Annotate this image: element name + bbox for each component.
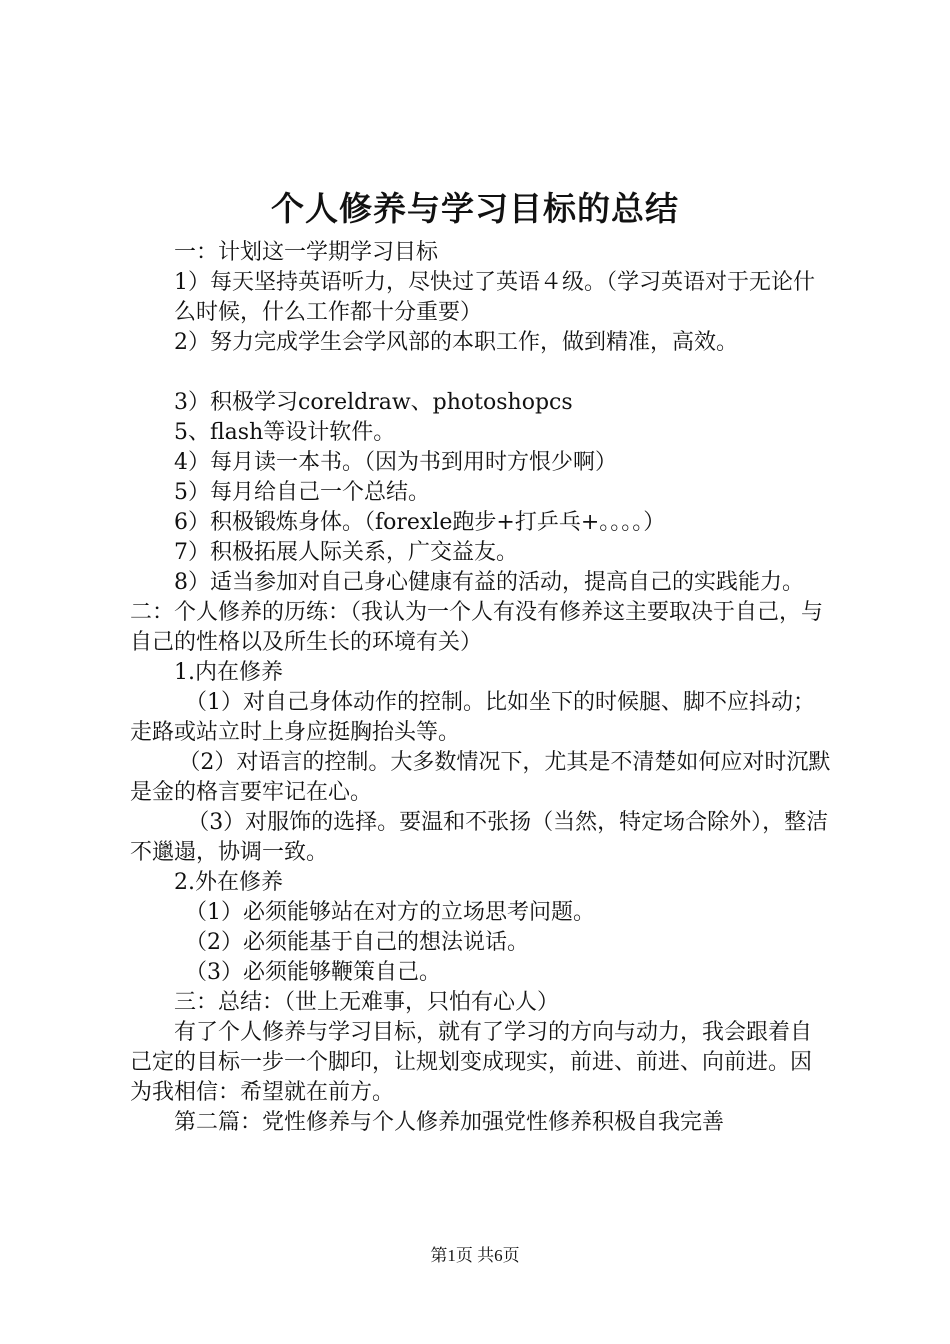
goal-6: 6）积极锻炼身体。（forexle跑步+打乒乓+。。。。） bbox=[174, 510, 666, 535]
document-title: 个人修养与学习目标的总结 bbox=[271, 189, 679, 228]
goal-1: 1）每天坚持英语听力，尽快过了英语４级。（学习英语对于无论什 bbox=[174, 270, 815, 295]
outer-item-2: （2）必须能基于自己的想法说话。 bbox=[185, 930, 529, 955]
outer-item-3: （3）必须能够鞭策自己。 bbox=[185, 960, 441, 985]
goal-3-continued: 5、flash等设计软件。 bbox=[174, 420, 396, 445]
summary-paragraph: 有了个人修养与学习目标，就有了学习的方向与动力，我会跟着自己定的目标一步一个脚印，让规划变成现实，前进、前进、向前进。因为我相信：希望就在前方。 bbox=[130, 1020, 813, 1105]
outer-item-1: （1）必须能够站在对方的立场思考问题。 bbox=[185, 900, 595, 925]
goal-5: 5）每月给自己一个总结。 bbox=[174, 480, 430, 505]
inner-item-1: （1）对自己身体动作的控制。比如坐下的时候腿、脚不应抖动；走路或站立时上身应挺胸抬头等。 bbox=[130, 690, 815, 745]
goal-7: 7）积极拓展人际关系，广交益友。 bbox=[174, 540, 518, 565]
next-article-heading: 第二篇：党性修养与个人修养加强党性修养积极自我完善 bbox=[174, 1110, 725, 1135]
page-footer: 第1页 共6页 bbox=[430, 1246, 520, 1265]
document-body bbox=[130, 238, 832, 1138]
inner-item-2: （2）对语言的控制。大多数情况下，尤其是不清楚如何应对时沉默是金的格言要牢记在心。 bbox=[130, 750, 831, 805]
blank-line bbox=[130, 358, 832, 388]
section-heading-summary: 三：总结：（世上无难事，只怕有心人） bbox=[174, 990, 560, 1015]
goal-2: 2）努力完成学生会学风部的本职工作，做到精准，高效。 bbox=[174, 330, 738, 355]
goal-1-continued: 么时候，什么工作都十分重要） bbox=[174, 300, 483, 325]
goal-8-and-section-2: 8）适当参加对自己身心健康有益的活动，提高自己的实践能力。二：个人修养的历练：（我认为一个人有没有修养这主要取决于自己，与自己的性格以及所生长的环境有关） bbox=[130, 570, 824, 655]
section-heading-plan: 一：计划这一学期学习目标 bbox=[174, 240, 439, 265]
inner-item-3: （3）对服饰的选择。要温和不张扬（当然，特定场合除外），整洁不邋遢，协调一致。 bbox=[130, 810, 829, 865]
goal-4: 4）每月读一本书。（因为书到用时方恨少啊） bbox=[174, 450, 617, 475]
subheading-outer: 2.外在修养 bbox=[174, 870, 283, 895]
subheading-inner: 1.内在修养 bbox=[174, 660, 283, 685]
goal-3: 3）积极学习coreldraw、photoshopcs bbox=[174, 390, 573, 415]
